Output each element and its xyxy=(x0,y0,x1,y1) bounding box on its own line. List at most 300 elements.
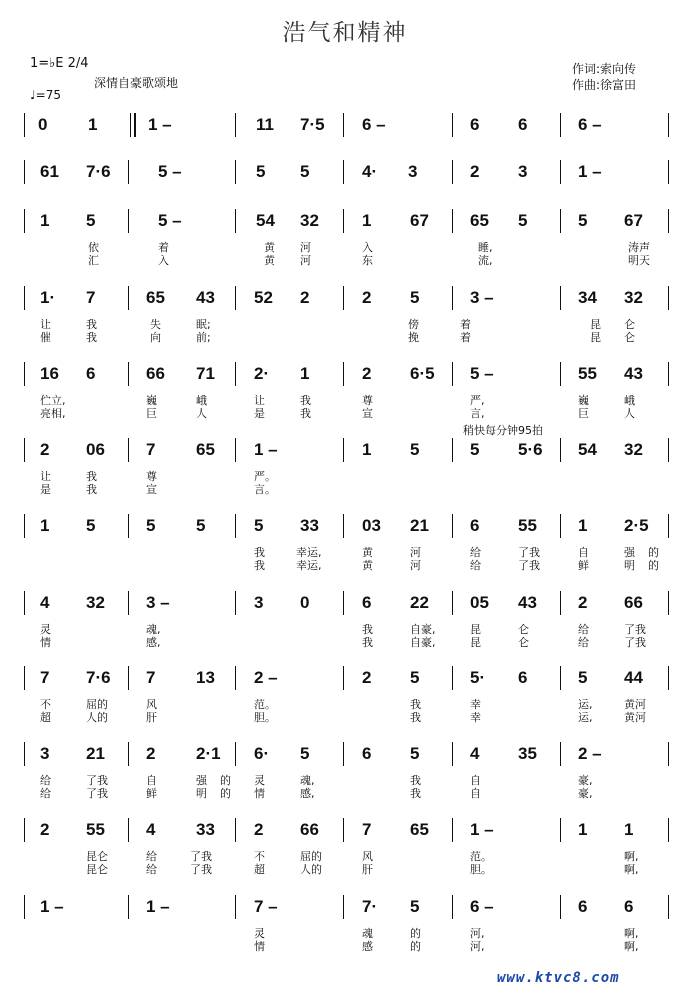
bar-line xyxy=(668,818,669,842)
lyric-syllable: 河 xyxy=(410,559,421,572)
bar-line xyxy=(668,286,669,310)
score-row xyxy=(0,288,690,308)
bar-line xyxy=(560,160,561,184)
bar-line xyxy=(668,160,669,184)
lyric-line xyxy=(0,848,690,862)
note: 33 xyxy=(300,516,319,535)
lyric-syllable: 人的 xyxy=(86,711,108,724)
lyric-syllable: 严。 xyxy=(254,470,276,483)
lyric-line xyxy=(0,392,690,406)
lyric-syllable: 魂, xyxy=(300,774,315,787)
lyric-syllable: 昆 xyxy=(590,318,601,331)
lyric-syllable: 感, xyxy=(300,787,315,800)
note: 7·5 xyxy=(300,115,325,134)
note: 5 xyxy=(578,211,588,230)
lyric-line xyxy=(0,925,690,939)
note: 21 xyxy=(86,744,105,763)
lyric-syllable: 超 xyxy=(40,711,51,724)
score-row xyxy=(0,668,690,688)
lyric-syllable: 让 xyxy=(40,318,51,331)
note: 4 xyxy=(40,593,50,612)
note: 2 xyxy=(40,440,50,459)
lyric-syllable: 我 xyxy=(410,774,421,787)
note: 2 xyxy=(362,288,372,307)
note: 5 xyxy=(410,288,420,307)
bar-line xyxy=(24,160,25,184)
lyric-syllable: 强 xyxy=(624,546,635,559)
note: 2 – xyxy=(254,668,278,687)
note: 43 xyxy=(518,593,537,612)
bar-line xyxy=(235,286,236,310)
note: 22 xyxy=(410,593,429,612)
lyric-syllable: 屈的 xyxy=(86,698,108,711)
bar-line xyxy=(560,438,561,462)
lyric-syllable: 河, xyxy=(470,940,485,953)
lyric-syllable: 黄 xyxy=(362,559,373,572)
note: 1 – xyxy=(146,897,170,916)
lyric-syllable: 风 xyxy=(362,850,373,863)
note: 3 xyxy=(40,744,50,763)
lyric-syllable: 前; xyxy=(196,331,211,344)
lyric-syllable: 入 xyxy=(158,254,169,267)
bar-line xyxy=(128,514,129,538)
note: 32 xyxy=(624,440,643,459)
lyric-syllable: 我 xyxy=(410,698,421,711)
note: 2 xyxy=(578,593,588,612)
lyric-line xyxy=(0,621,690,635)
lyric-syllable: 河, xyxy=(470,927,485,940)
lyric-syllable: 河 xyxy=(300,241,311,254)
bar-line xyxy=(343,362,344,386)
note: 5 – xyxy=(158,162,182,181)
score-row xyxy=(0,364,690,384)
bar-line xyxy=(343,895,344,919)
bar-line xyxy=(452,514,453,538)
note: 5 xyxy=(410,440,420,459)
lyric-syllable: 超 xyxy=(254,863,265,876)
lyric-syllable: 言, xyxy=(470,407,485,420)
lyric-syllable: 幸运, xyxy=(296,546,322,559)
note: 4 xyxy=(146,820,156,839)
song-title: 浩气和精神 xyxy=(282,20,408,46)
bar-line xyxy=(235,666,236,690)
bar-line xyxy=(24,113,25,137)
lyric-syllable: 了我 xyxy=(86,787,108,800)
note: 32 xyxy=(624,288,643,307)
bar-line xyxy=(343,209,344,233)
note: 66 xyxy=(300,820,319,839)
lyric-line xyxy=(0,772,690,786)
score-row xyxy=(0,820,690,840)
note: 7 – xyxy=(254,897,278,916)
bar-line xyxy=(343,514,344,538)
note: 3 – xyxy=(470,288,494,307)
lyric-syllable: 情 xyxy=(254,787,265,800)
note: 1· xyxy=(40,288,56,307)
note: 0 xyxy=(300,593,310,612)
note: 5 xyxy=(254,516,264,535)
lyric-syllable: 给 xyxy=(40,774,51,787)
tempo-marking: ♩=75 xyxy=(30,88,61,102)
lyric-syllable: 河 xyxy=(410,546,421,559)
lyric-syllable: 河 xyxy=(300,254,311,267)
lyric-syllable: 昆 xyxy=(590,331,601,344)
bar-line xyxy=(130,113,136,137)
lyric-syllable: 言。 xyxy=(254,483,276,496)
bar-line xyxy=(24,666,25,690)
bar-line xyxy=(452,113,453,137)
lyric-syllable: 了我 xyxy=(86,774,108,787)
lyric-syllable: 给 xyxy=(146,850,157,863)
note: 2 xyxy=(40,820,50,839)
note: 21 xyxy=(410,516,429,535)
bar-line xyxy=(452,895,453,919)
bar-line xyxy=(128,438,129,462)
note: 5 xyxy=(256,162,266,181)
bar-line xyxy=(452,160,453,184)
lyric-syllable: 尊 xyxy=(146,470,157,483)
note: 1 xyxy=(40,211,50,230)
note: 2 xyxy=(300,288,310,307)
lyric-syllable: 失 xyxy=(150,318,161,331)
score-row xyxy=(0,440,690,460)
note: 1 xyxy=(578,820,588,839)
lyric-syllable: 了我 xyxy=(190,863,212,876)
note: 13 xyxy=(196,668,215,687)
note: 1 – xyxy=(148,115,172,134)
lyric-syllable: 自豪, xyxy=(410,623,436,636)
note: 1 – xyxy=(40,897,64,916)
bar-line xyxy=(452,286,453,310)
note: 7· xyxy=(362,897,378,916)
note: 5 xyxy=(410,744,420,763)
lyric-syllable: 的 xyxy=(220,774,231,787)
lyric-line xyxy=(0,634,690,648)
bar-line xyxy=(128,742,129,766)
note: 16 xyxy=(40,364,59,383)
lyric-syllable: 给 xyxy=(578,623,589,636)
lyric-syllable: 让 xyxy=(40,470,51,483)
lyric-syllable: 我 xyxy=(254,546,265,559)
note: 66 xyxy=(624,593,643,612)
lyric-syllable: 亮相, xyxy=(40,407,66,420)
lyric-syllable: 黄 xyxy=(264,254,275,267)
bar-line xyxy=(128,362,129,386)
lyric-line xyxy=(0,252,690,266)
note: 1 xyxy=(578,516,588,535)
note: 1 xyxy=(624,820,634,839)
lyric-syllable: 是 xyxy=(254,407,265,420)
note: 4· xyxy=(362,162,378,181)
lyric-syllable: 了我 xyxy=(624,636,646,649)
bar-line xyxy=(560,113,561,137)
note: 65 xyxy=(410,820,429,839)
lyric-syllable: 依 xyxy=(88,241,99,254)
lyric-syllable: 自 xyxy=(470,774,481,787)
note: 03 xyxy=(362,516,381,535)
lyric-syllable: 眠; xyxy=(196,318,211,331)
bar-line xyxy=(343,286,344,310)
score-row xyxy=(0,897,690,917)
lyric-syllable: 我 xyxy=(86,483,97,496)
lyric-syllable: 给 xyxy=(470,559,481,572)
lyric-syllable: 范。 xyxy=(470,850,492,863)
lyric-syllable: 我 xyxy=(300,394,311,407)
score-row xyxy=(0,516,690,536)
bar-line xyxy=(24,286,25,310)
lyric-syllable: 黄 xyxy=(264,241,275,254)
lyric-syllable: 宣 xyxy=(146,483,157,496)
lyric-syllable: 严, xyxy=(470,394,485,407)
lyric-syllable: 了我 xyxy=(518,559,540,572)
bar-line xyxy=(24,438,25,462)
lyric-syllable: 的 xyxy=(410,927,421,940)
lyric-syllable: 挽 xyxy=(408,331,419,344)
lyric-syllable: 风 xyxy=(146,698,157,711)
lyric-line xyxy=(0,405,690,419)
bar-line xyxy=(560,742,561,766)
bar-line xyxy=(668,514,669,538)
lyric-syllable: 汇 xyxy=(88,254,99,267)
note: 06 xyxy=(86,440,105,459)
lyric-syllable: 魂 xyxy=(362,927,373,940)
lyric-line xyxy=(0,468,690,482)
lyric-syllable: 豪, xyxy=(578,774,593,787)
lyric-line xyxy=(0,481,690,495)
note: 1 – xyxy=(578,162,602,181)
bar-line xyxy=(235,591,236,615)
bar-line xyxy=(128,160,129,184)
bar-line xyxy=(343,160,344,184)
lyric-syllable: 宣 xyxy=(362,407,373,420)
bar-line xyxy=(235,514,236,538)
note: 44 xyxy=(624,668,643,687)
note: 3 – xyxy=(146,593,170,612)
lyric-line xyxy=(0,861,690,875)
lyric-syllable: 我 xyxy=(86,470,97,483)
lyric-syllable: 仑 xyxy=(624,331,635,344)
lyric-syllable: 傍 xyxy=(408,318,419,331)
note: 5 – xyxy=(470,364,494,383)
lyric-syllable: 人 xyxy=(196,407,207,420)
bar-line xyxy=(452,666,453,690)
note: 67 xyxy=(624,211,643,230)
lyric-syllable: 的 xyxy=(648,546,659,559)
bar-line xyxy=(668,666,669,690)
lyric-syllable: 昆仑 xyxy=(86,863,108,876)
lyric-line xyxy=(0,785,690,799)
note: 32 xyxy=(86,593,105,612)
lyric-syllable: 感, xyxy=(146,636,161,649)
note: 43 xyxy=(624,364,643,383)
composer-credit: 作曲:徐富田 xyxy=(572,78,637,92)
lyric-syllable: 明天 xyxy=(628,254,650,267)
note: 5 xyxy=(86,516,96,535)
note: 05 xyxy=(470,593,489,612)
lyric-syllable: 了我 xyxy=(624,623,646,636)
note: 2 xyxy=(146,744,156,763)
lyric-syllable: 给 xyxy=(40,787,51,800)
lyric-syllable: 仑 xyxy=(518,636,529,649)
note: 5 xyxy=(300,162,310,181)
lyric-syllable: 向 xyxy=(150,331,161,344)
note: 2·1 xyxy=(196,744,221,763)
note: 7 xyxy=(146,668,156,687)
note: 5· xyxy=(470,668,486,687)
note: 55 xyxy=(518,516,537,535)
note: 3 xyxy=(518,162,528,181)
lyric-syllable: 鲜 xyxy=(146,787,157,800)
site-watermark: www.ktvc8.com xyxy=(497,970,620,986)
lyric-syllable: 啊, xyxy=(624,940,639,953)
lyric-syllable: 的 xyxy=(648,559,659,572)
bar-line xyxy=(560,818,561,842)
bar-line xyxy=(24,209,25,233)
lyric-syllable: 灵 xyxy=(254,774,265,787)
lyric-syllable: 峨 xyxy=(624,394,635,407)
bar-line xyxy=(128,209,129,233)
bar-line xyxy=(668,742,669,766)
bar-line xyxy=(343,438,344,462)
score-row xyxy=(0,593,690,613)
lyric-syllable: 屈的 xyxy=(300,850,322,863)
lyric-syllable: 人 xyxy=(624,407,635,420)
lyric-syllable: 我 xyxy=(86,331,97,344)
note: 52 xyxy=(254,288,273,307)
lyric-syllable: 涛声 xyxy=(628,241,650,254)
key-signature: 1=♭E 2/4 xyxy=(30,56,89,71)
lyric-line xyxy=(0,329,690,343)
note: 6 – xyxy=(470,897,494,916)
lyric-syllable: 我 xyxy=(254,559,265,572)
lyric-syllable: 魂, xyxy=(146,623,161,636)
lyric-syllable: 我 xyxy=(410,787,421,800)
note: 6 xyxy=(362,744,372,763)
bar-line xyxy=(452,818,453,842)
lyric-syllable: 昆 xyxy=(470,623,481,636)
score-row xyxy=(0,115,690,135)
bar-line xyxy=(24,895,25,919)
lyric-syllable: 运, xyxy=(578,711,593,724)
lyric-syllable: 鲜 xyxy=(578,559,589,572)
bar-line xyxy=(452,591,453,615)
lyric-syllable: 灵 xyxy=(254,927,265,940)
lyric-syllable: 我 xyxy=(362,623,373,636)
note: 7 xyxy=(40,668,50,687)
note: 1 xyxy=(362,211,372,230)
note: 6 xyxy=(518,115,528,134)
note: 6 xyxy=(578,897,588,916)
lyric-syllable: 肝 xyxy=(146,711,157,724)
lyric-syllable: 催 xyxy=(40,331,51,344)
note: 1 – xyxy=(254,440,278,459)
lyric-line xyxy=(0,709,690,723)
note: 1 xyxy=(88,115,98,134)
lyric-syllable: 情 xyxy=(40,636,51,649)
lyric-syllable: 昆 xyxy=(470,636,481,649)
lyric-syllable: 的 xyxy=(220,787,231,800)
lyric-syllable: 伫立, xyxy=(40,394,66,407)
note: 6 xyxy=(470,115,480,134)
note: 3 xyxy=(254,593,264,612)
note: 7 xyxy=(86,288,96,307)
lyric-syllable: 黄河 xyxy=(624,711,646,724)
lyric-line xyxy=(0,544,690,558)
note: 2 xyxy=(470,162,480,181)
lyric-syllable: 自 xyxy=(470,787,481,800)
note: 7·6 xyxy=(86,668,111,687)
note: 5 xyxy=(146,516,156,535)
bar-line xyxy=(24,742,25,766)
note: 6·5 xyxy=(410,364,435,383)
note: 1 xyxy=(362,440,372,459)
note: 2 xyxy=(362,668,372,687)
lyric-syllable: 东 xyxy=(362,254,373,267)
bar-line xyxy=(668,438,669,462)
score-row xyxy=(0,211,690,231)
note: 6· xyxy=(254,744,270,763)
lyric-syllable: 啊, xyxy=(624,850,639,863)
lyric-syllable: 黄 xyxy=(362,546,373,559)
bar-line xyxy=(343,818,344,842)
bar-line xyxy=(560,209,561,233)
note: 34 xyxy=(578,288,597,307)
lyric-syllable: 明 xyxy=(196,787,207,800)
lyric-syllable: 我 xyxy=(300,407,311,420)
bar-line xyxy=(128,286,129,310)
lyric-syllable: 运, xyxy=(578,698,593,711)
bar-line xyxy=(235,209,236,233)
note: 5 xyxy=(196,516,206,535)
lyric-syllable: 灵 xyxy=(40,623,51,636)
lyric-syllable: 不 xyxy=(40,698,51,711)
note: 65 xyxy=(470,211,489,230)
lyric-syllable: 给 xyxy=(470,546,481,559)
bar-line xyxy=(560,591,561,615)
lyric-syllable: 着 xyxy=(460,331,471,344)
note: 5 xyxy=(410,668,420,687)
note: 55 xyxy=(86,820,105,839)
note: 6 xyxy=(518,668,528,687)
note: 2·5 xyxy=(624,516,649,535)
lyric-syllable: 让 xyxy=(254,394,265,407)
lyric-syllable: 我 xyxy=(410,711,421,724)
note: 65 xyxy=(196,440,215,459)
note: 5 xyxy=(86,211,96,230)
lyric-syllable: 尊 xyxy=(362,394,373,407)
bar-line xyxy=(343,591,344,615)
lyric-syllable: 仑 xyxy=(518,623,529,636)
bar-line xyxy=(668,591,669,615)
lyric-syllable: 强 xyxy=(196,774,207,787)
bar-line xyxy=(128,666,129,690)
note: 2 – xyxy=(578,744,602,763)
lyric-syllable: 我 xyxy=(362,636,373,649)
note: 66 xyxy=(146,364,165,383)
note: 1 xyxy=(300,364,310,383)
note: 6 xyxy=(624,897,634,916)
note: 65 xyxy=(146,288,165,307)
note: 55 xyxy=(578,364,597,383)
note: 54 xyxy=(578,440,597,459)
note: 43 xyxy=(196,288,215,307)
note: 33 xyxy=(196,820,215,839)
score-row xyxy=(0,744,690,764)
bar-line xyxy=(24,514,25,538)
lyric-syllable: 明 xyxy=(624,559,635,572)
lyric-syllable: 肝 xyxy=(362,863,373,876)
lyric-syllable: 峨 xyxy=(196,394,207,407)
